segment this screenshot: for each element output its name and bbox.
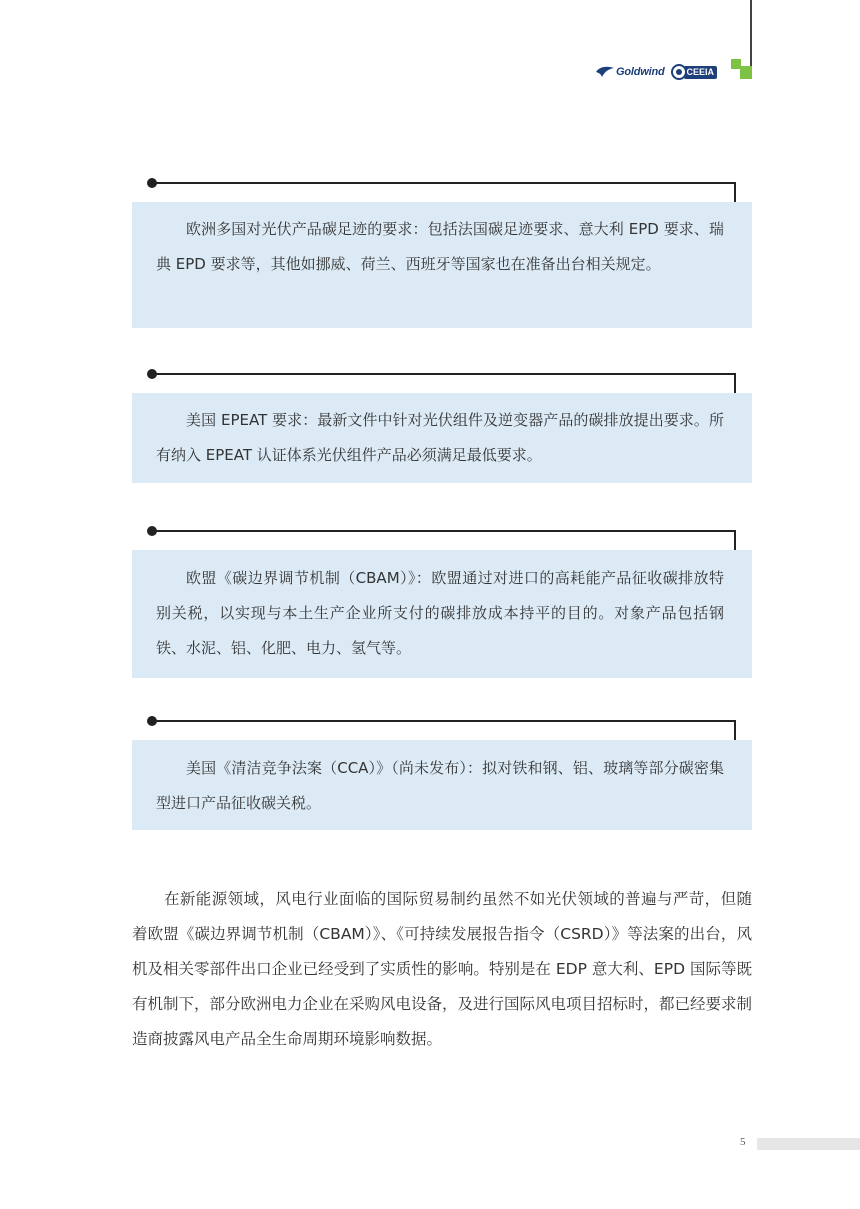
callout-text: 欧盟《碳边界调节机制（CBAM）》：欧盟通过对进口的高耗能产品征收碳排放特别关税，以实现与本土生产企业所支付的碳排放成本持平的目的。对象产品包括钢铁、水泥、铝、化肥、电力、氢气等。 xyxy=(156,569,724,657)
callout-top-rule xyxy=(152,530,736,532)
callout-3 xyxy=(132,525,752,678)
callout-2 xyxy=(132,368,752,484)
goldwind-wing-icon xyxy=(596,66,614,78)
callout-text: 欧洲多国对光伏产品碳足迹的要求：包括法国碳足迹要求、意大利 EPD 要求、瑞典 EPD 要求等，其他如挪威、荷兰、西班牙等国家也在准备出台相关规定。 xyxy=(156,220,724,273)
footer-bar xyxy=(757,1138,860,1150)
page-number: 5 xyxy=(740,1136,746,1148)
goldwind-logo-text: Goldwind xyxy=(616,66,665,78)
callout-4 xyxy=(132,715,752,831)
callout-box xyxy=(132,393,752,483)
callout-top-rule xyxy=(152,373,736,375)
callout-text: 美国《清洁竞争法案（CCA）》（尚未发布）：拟对铁和钢、铝、玻璃等部分碳密集型进口产品征收碳关税。 xyxy=(156,759,724,812)
ceeia-logo-text: CEEIA xyxy=(684,66,718,79)
body-paragraph-block xyxy=(132,882,752,1057)
ceeia-logo xyxy=(671,64,718,80)
callout-1 xyxy=(132,177,752,329)
ceeia-ring-icon xyxy=(671,64,687,80)
header-logos xyxy=(596,60,717,84)
callout-box xyxy=(132,202,752,328)
header-accent-square xyxy=(740,66,752,79)
callout-top-rule xyxy=(152,182,736,184)
goldwind-logo xyxy=(596,66,665,78)
callout-text: 美国 EPEAT 要求：最新文件中针对光伏组件及逆变器产品的碳排放提出要求。所有纳入 EPEAT 认证体系光伏组件产品必须满足最低要求。 xyxy=(156,411,724,464)
callout-top-rule xyxy=(152,720,736,722)
body-paragraph: 在新能源领域，风电行业面临的国际贸易制约虽然不如光伏领域的普遍与严苛，但随着欧盟《碳边界调节机制（CBAM）》、《可持续发展报告指令（CSRD）》等法案的出台，风机及相关零部件出口企业已经受到了实质性的影响。特别是在 EDP 意大利、EPD 国际等既有机制下，部分欧洲电力企业在采购风电设备，及进行国际风电项目招标时，都已经要求制造商披露风电产品全生命周期环境影响数据。 xyxy=(132,890,753,1048)
callout-box xyxy=(132,550,752,678)
callout-box xyxy=(132,740,752,830)
